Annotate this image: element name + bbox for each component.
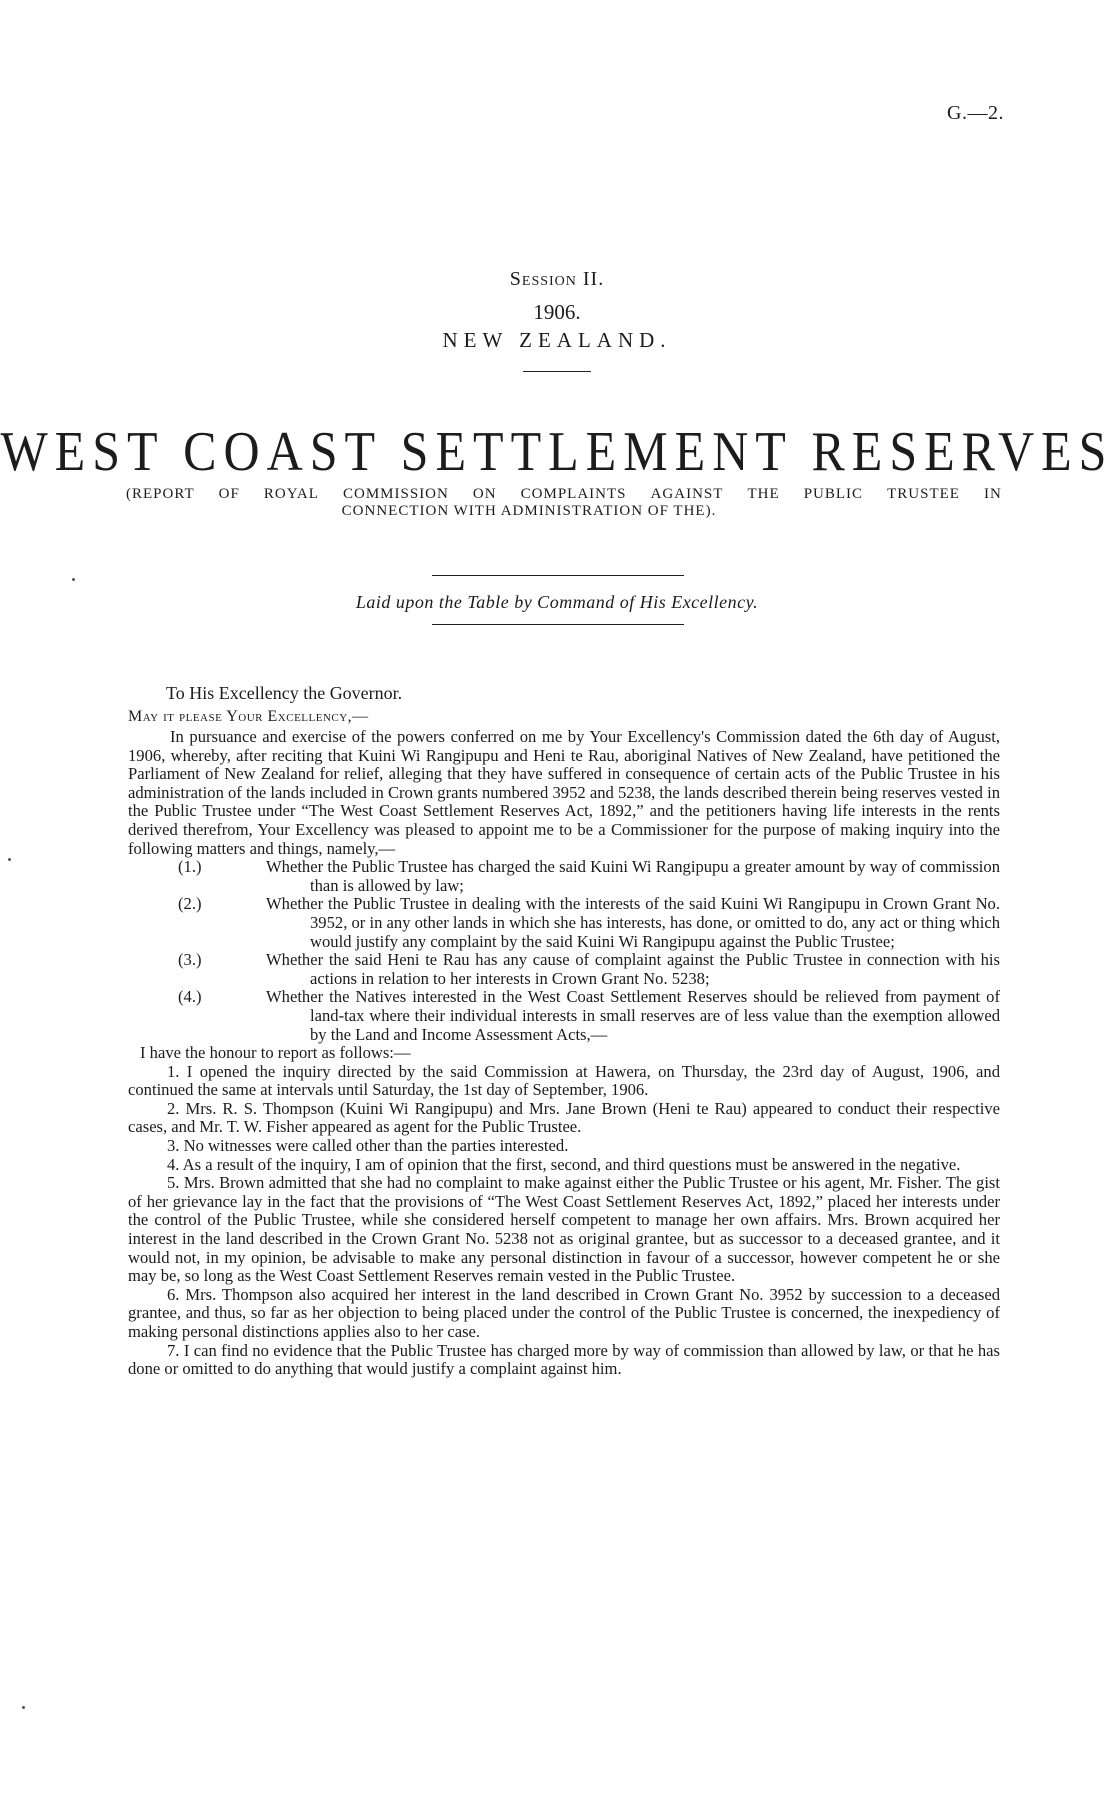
document-reference: G.—2. xyxy=(947,102,1004,124)
question-text: Whether the Natives interested in the West Coast Settlement Reserves should be relieved from payment of land-tax where their individual interests in small reserves are of less value than the exemption allowed by the Land and Income Assessment Acts,— xyxy=(266,987,1000,1044)
laid-top-rule xyxy=(432,575,684,576)
subtitle-word: AGAINST xyxy=(650,486,724,502)
scan-speck xyxy=(72,578,75,581)
report-paragraph: 1. I opened the inquiry directed by the said Commission at Hawera, on Thursday, the 23rd day of August, 1906, and continued the same at intervals until Saturday, the 1st day of September, 1906. xyxy=(128,1061,1000,1100)
scan-speck xyxy=(22,1706,25,1709)
subtitle-word: COMPLAINTS xyxy=(520,486,627,502)
document-subtitle xyxy=(126,486,1002,520)
year-heading: 1906. xyxy=(533,300,581,324)
addressee: To His Excellency the Governor. xyxy=(166,683,403,703)
report-paragraph: 4. As a result of the inquiry, I am of opinion that the first, second, and third questions must be answered in the negative. xyxy=(167,1154,961,1174)
heading-divider xyxy=(523,371,591,372)
report-paragraph: 3. No witnesses were called other than the parties interested. xyxy=(167,1136,569,1156)
subtitle-word: PUBLIC xyxy=(803,486,864,502)
subtitle-word: OF xyxy=(218,486,240,502)
scan-speck xyxy=(8,858,11,861)
report-paragraph: 7. I can find no evidence that the Public Trustee has charged more by way of commission than allowed by law, or that he has done or omitted to do anything that would justify a complaint against him. xyxy=(128,1340,1000,1379)
report-intro: I have the honour to report as follows:— xyxy=(140,1043,411,1063)
question-item: (3.) Whether the said Heni te Rau has any cause of complaint against the Public Trustee in connection with his actions in relation to her interests in Crown Grant No. 5238; xyxy=(178,950,1000,988)
subtitle-word: THE xyxy=(747,486,780,502)
subtitle-word: TRUSTEE xyxy=(887,486,960,502)
report-paragraph: 6. Mrs. Thompson also acquired her interest in the land described in Crown Grant No. 3952 by succession to a deceased grantee, and thus, so far as her objection to being placed under the control of the Public Trustee is concerned, the inexpediency of making personal distinctions applies also to her case. xyxy=(128,1284,1000,1341)
question-text: Whether the Public Trustee has charged the said Kuini Wi Rangipupu a greater amount by way of commission than is allowed by law; xyxy=(266,857,1000,895)
document-title: WEST COAST SETTLEMENT RESERVES xyxy=(0,419,1114,483)
subtitle-line-1 xyxy=(126,486,1002,503)
subtitle-line-2: CONNECTION WITH ADMINISTRATION OF THE). xyxy=(341,503,717,519)
subtitle-word: COMMISSION xyxy=(343,486,449,502)
question-text: Whether the said Heni te Rau has any cause of complaint against the Public Trustee in connection with his actions in relation to her interests in Crown Grant No. 5238; xyxy=(266,950,1000,988)
question-item: (1.) Whether the Public Trustee has charged the said Kuini Wi Rangipupu a greater amount by way of commission than is allowed by law; xyxy=(178,857,1000,895)
question-item: (4.) Whether the Natives interested in the West Coast Settlement Reserves should be relieved from payment of land-tax where their individual interests in small reserves are of less value than the exemption allowed by the Land and Income Assessment Acts,— xyxy=(178,987,1000,1044)
report-paragraphs xyxy=(128,1063,1000,1379)
intro-paragraph: In pursuance and exercise of the powers conferred on me by Your Excellency's Commission dated the 6th day of August, 1906, whereby, after reciting that Kuini Wi Rangipupu and Heni te Rau, aboriginal Natives of New Zealand, have petitioned the Parliament of New Zealand for relief, alleging that they have suffered in consequence of certain acts of the Public Trustee in his administration of the lands included in Crown grants numbered 3952 and 5238, the lands described therein being reserves vested in the Public Trustee under “The West Coast Settlement Reserves Act, 1892,” and the petitioners having life interests in the rents derived therefrom, Your Excellency was pleased to appoint me to be a Commissioner for the purpose of making inquiry into the following matters and things, namely,— xyxy=(128,727,1000,858)
question-text: Whether the Public Trustee in dealing with the interests of the said Kuini Wi Rangipupu in Crown Grant No. 3952, or in any other lands in which she has interests, has done, or omitted to do, any act or thing which would justify any complaint by the said Kuini Wi Rangipupu against the Public Trustee; xyxy=(266,894,1000,951)
report-paragraph: 2. Mrs. R. S. Thompson (Kuini Wi Rangipupu) and Mrs. Jane Brown (Heni te Rau) appeared to conduct their respective cases, and Mr. T. W. Fisher appeared as agent for the Public Trustee. xyxy=(128,1098,1000,1137)
session-heading: Session II. xyxy=(509,268,605,290)
question-list xyxy=(128,858,1000,1044)
salutation: May it please Your Excellency,— xyxy=(128,708,369,725)
report-body xyxy=(128,728,1000,1379)
country-heading: NEW ZEALAND. xyxy=(442,328,672,352)
subtitle-word: ROYAL xyxy=(263,486,319,502)
subtitle-word: ON xyxy=(472,486,497,502)
subtitle-word: IN xyxy=(984,486,1002,502)
subtitle-word: (REPORT xyxy=(126,486,195,502)
laid-on-table-note: Laid upon the Table by Command of His Excellency. xyxy=(355,592,759,612)
laid-bottom-rule xyxy=(432,624,684,625)
question-item: (2.) Whether the Public Trustee in dealing with the interests of the said Kuini Wi Rangipupu in Crown Grant No. 3952, or in any other lands in which she has interests, has done, or omitted to do, any act or thing which would justify any complaint by the said Kuini Wi Rangipupu against the Public Trustee; xyxy=(178,894,1000,951)
report-paragraph: 5. Mrs. Brown admitted that she had no complaint to make against either the Public Trustee or his agent, Mr. Fisher. The gist of her grievance lay in the fact that the provisions of “The West Coast Settlement Reserves Act, 1892,” placed her interests under the control of the Public Trustee, while she considered herself competent to manage her own affairs. Mrs. Brown acquired her interest in the land described in the Crown Grant No. 5238 not as original grantee, but as successor to a deceased grantee, and it would not, in my opinion, be advisable to make any personal distinction in favour of a successor, however competent he or she may be, so long as the West Coast Settlement Reserves remain vested in the Public Trustee. xyxy=(128,1173,1000,1286)
